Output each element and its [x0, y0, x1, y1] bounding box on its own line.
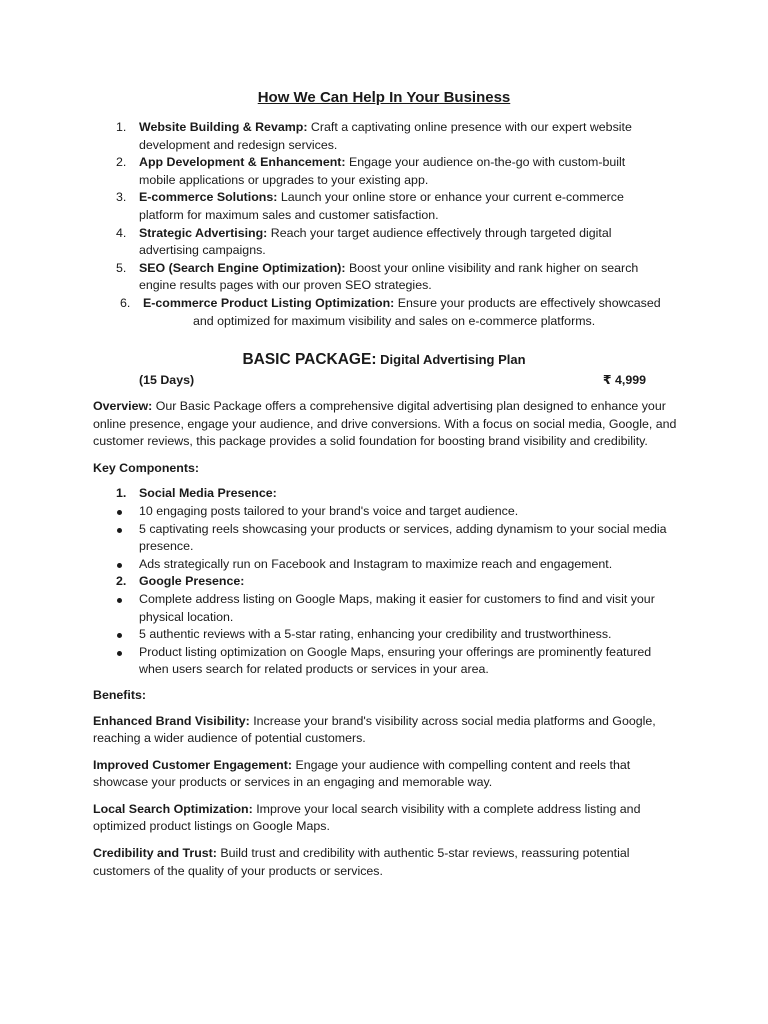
- document-body: [93, 398, 683, 889]
- benefit-heading: Enhanced Brand Visibility:: [93, 713, 250, 728]
- bullet-icon: [117, 598, 122, 603]
- service-text: Launch your online store or enhance your current e-commerce platform for maximum sales and customer satisfaction.: [139, 190, 624, 222]
- benefit-heading: Credibility and Trust:: [93, 846, 217, 861]
- service-heading: E-commerce Product Listing Optimization:: [143, 295, 395, 310]
- bullet-text: Ads strategically run on Facebook and Instagram to maximize reach and engagement.: [139, 556, 613, 571]
- bullet-item: [93, 644, 683, 679]
- bullet-icon: [117, 651, 122, 656]
- bullet-icon: [117, 633, 122, 638]
- service-heading: Strategic Advertising:: [139, 225, 268, 240]
- service-heading: App Development & Enhancement:: [139, 155, 346, 170]
- section-title: Google Presence:: [139, 574, 245, 589]
- bullet-icon: [117, 510, 122, 515]
- benefit-paragraph: [93, 713, 683, 748]
- service-number: 1.: [116, 120, 127, 134]
- bullet-item: [93, 591, 683, 626]
- package-name: BASIC PACKAGE:: [242, 351, 377, 368]
- package-price: ₹ 4,999: [602, 373, 646, 387]
- package-heading: [0, 349, 768, 371]
- service-item: [0, 295, 683, 330]
- bullet-item: [93, 626, 683, 644]
- overview-paragraph: [93, 398, 683, 451]
- service-number: 6.: [120, 295, 131, 310]
- bullet-item: [93, 503, 683, 521]
- key-components-list: [93, 485, 683, 679]
- service-heading: E-commerce Solutions:: [139, 190, 278, 205]
- section-number: 2.: [116, 574, 127, 589]
- service-number: 5.: [116, 260, 127, 275]
- service-item: [0, 260, 659, 295]
- service-text: Ensure your products are effectively showcased: [397, 295, 661, 310]
- service-text: Reach your target audience effectively through targeted digital advertising campaigns.: [139, 225, 612, 258]
- benefit-heading: Local Search Optimization:: [93, 801, 253, 816]
- section-number: 1.: [116, 486, 127, 501]
- service-item: [0, 154, 659, 189]
- service-text: Craft a captivating online presence with our expert website development and redesign services.: [139, 120, 632, 152]
- package-plan: Digital Advertising Plan: [380, 352, 526, 367]
- benefit-text: Build trust and credibility with authentic 5-star reviews, reassuring potential customers of the quality of your products or services.: [93, 846, 630, 878]
- bullet-text: 5 captivating reels showcasing your products or services, adding dynamism to your social media presence.: [139, 521, 667, 554]
- bullet-text: Product listing optimization on Google Maps, ensuring your offerings are prominently featured when users search for related products or services in your area.: [139, 644, 652, 677]
- service-text-continued: and optimized for maximum visibility and sales on e-commerce platforms.: [193, 313, 596, 328]
- key-components-heading: Key Components:: [93, 460, 200, 475]
- service-item: [0, 119, 659, 154]
- benefit-paragraph: [93, 757, 683, 792]
- bullet-icon: [117, 528, 122, 533]
- section-heading-item: [93, 573, 683, 591]
- benefit-paragraph: [93, 845, 683, 880]
- services-list: [0, 119, 768, 330]
- bullet-text: 5 authentic reviews with a 5-star rating, enhancing your credibility and trustworthiness.: [139, 627, 612, 642]
- bullet-item: [93, 556, 683, 574]
- section-heading-item: [93, 485, 683, 503]
- service-heading: Website Building & Revamp:: [139, 120, 308, 134]
- service-number: 2.: [116, 155, 127, 170]
- section-title: Social Media Presence:: [139, 486, 277, 501]
- benefit-text: Engage your audience with compelling content and reels that showcase your products or services in an engaging and memorable way.: [93, 757, 631, 790]
- bullet-text: 10 engaging posts tailored to your brand's voice and target audience.: [139, 503, 519, 518]
- bullet-text: Complete address listing on Google Maps, making it easier for customers to find and visit your physical location.: [139, 591, 655, 624]
- service-item: [0, 189, 659, 224]
- benefits-heading: Benefits:: [93, 687, 147, 702]
- service-text: Engage your audience on-the-go with custom-built mobile applications or upgrades to your existing app.: [139, 155, 626, 187]
- service-number: 3.: [116, 190, 127, 205]
- page-title: How We Can Help In Your Business: [257, 89, 511, 106]
- benefit-text: Increase your brand's visibility across social media platforms and Google, reaching a wider audience of potential customers.: [93, 713, 656, 746]
- bullet-item: [93, 521, 683, 556]
- service-number: 4.: [116, 225, 127, 240]
- service-heading: SEO (Search Engine Optimization):: [139, 260, 346, 275]
- overview-heading: Overview:: [93, 399, 153, 413]
- service-text: Boost your online visibility and rank higher on search engine results pages with our proven SEO strategies.: [139, 260, 639, 293]
- package-duration: (15 Days): [139, 373, 195, 387]
- overview-text: Our Basic Package offers a comprehensive digital advertising plan designed to enhance your online presence, engage your audience, and drive conversions. With a focus on social media, Google, and customer reviews, this package provides a solid foundation for boosting brand visibility and credibility.: [93, 399, 677, 449]
- benefit-paragraph: [93, 801, 683, 836]
- bullet-icon: [117, 563, 122, 568]
- benefit-heading: Improved Customer Engagement:: [93, 757, 292, 772]
- benefit-text: Improve your local search visibility with a complete address listing and optimized product listings on Google Maps.: [93, 801, 641, 834]
- service-item: [0, 225, 659, 260]
